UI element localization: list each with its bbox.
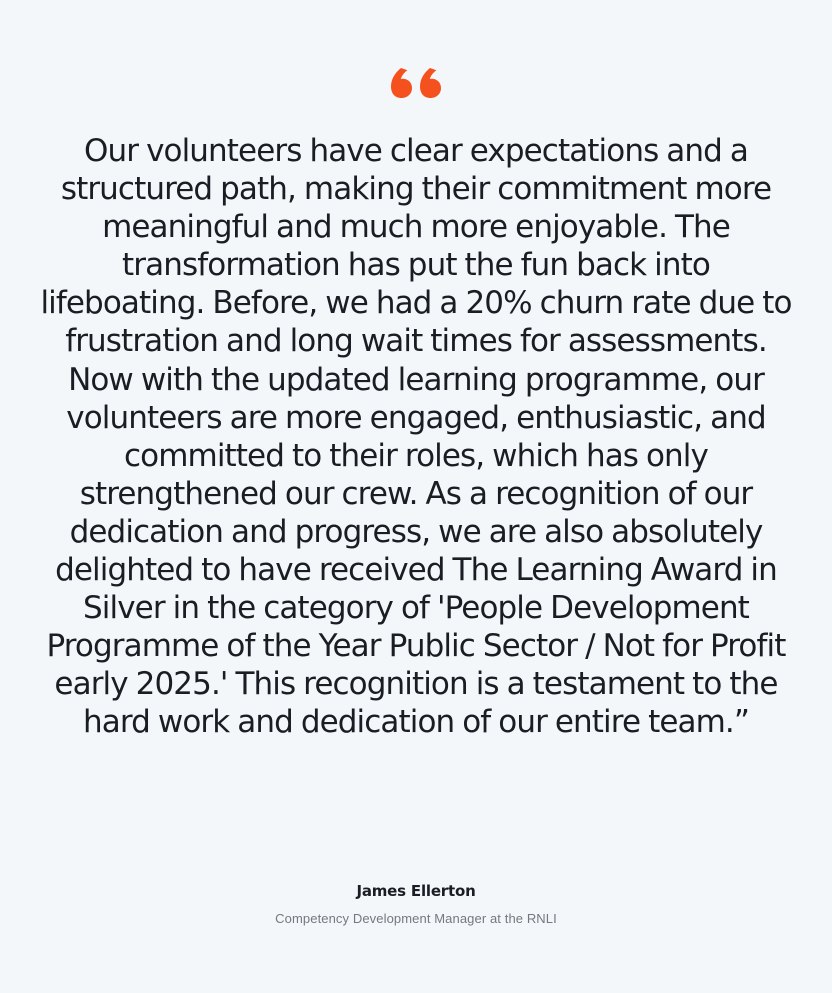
author-name: James Ellerton bbox=[356, 882, 476, 900]
quote-mark-icon bbox=[389, 66, 443, 100]
author-role: Competency Development Manager at the RNLI bbox=[275, 911, 557, 926]
testimonial-quote: Our volunteers have clear expectations and a structured path, making their commitment more meaningful and much more enjoyable. The transformation has put the fun back into lifeboating. Before, we had a 20% churn rate due to frustration and long wait times for assessments. Now with the updated learning programme, our volunteers are more engaged, enthusiastic, and committed to their roles, which has only strengthened our crew. As a recognition of our dedication and progress, we are also absolutely delighted to have received The Learning Award in Silver in the category of 'People Development Programme of the Year Public Sector / Not for Profit early 2025.' This recognition is a testament to the hard work and dedication of our entire team.” bbox=[40, 133, 792, 741]
